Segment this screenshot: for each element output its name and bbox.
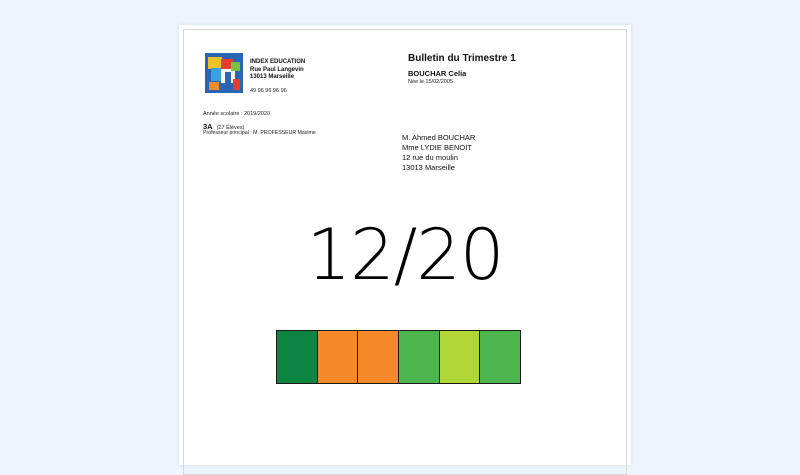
grade-value: 12/20	[306, 214, 504, 296]
school-year: Année scolaire : 2019/2020	[203, 111, 270, 117]
rating-segment	[358, 331, 399, 383]
school-logo-icon	[205, 53, 243, 93]
report-card-page	[179, 25, 631, 465]
address-line: 13013 Marseille	[402, 163, 455, 172]
school-street: Rue Paul Langevin	[250, 66, 304, 73]
bulletin-title: Bulletin du Trimestre 1	[408, 53, 516, 64]
rating-segment	[480, 331, 520, 383]
student-birth-date: Née le 15/02/2005	[408, 79, 453, 85]
rating-segment	[399, 331, 440, 383]
class-size: (27 Élèves)	[216, 125, 245, 131]
rating-segment	[277, 331, 318, 383]
rating-segment	[318, 331, 359, 383]
rating-segment	[440, 331, 481, 383]
student-name: BOUCHAR Celia	[408, 69, 467, 78]
school-address	[250, 59, 305, 82]
address-line: 12 rue du moulin	[402, 153, 458, 162]
rating-color-bar	[276, 330, 521, 384]
recipient-address	[402, 133, 475, 173]
main-teacher: Professeur principal : M. PROFESSEUR Maxime	[203, 130, 316, 136]
address-line: M. Ahmed BOUCHAR	[402, 133, 476, 142]
school-name: INDEX EDUCATION	[250, 59, 306, 65]
school-city: 13013 Marseille	[250, 74, 295, 80]
class-name: 3A	[203, 122, 213, 131]
school-phone: 49 96 96 96 96	[250, 88, 287, 94]
address-line: Mme LYDIE BENOIT	[402, 143, 472, 152]
